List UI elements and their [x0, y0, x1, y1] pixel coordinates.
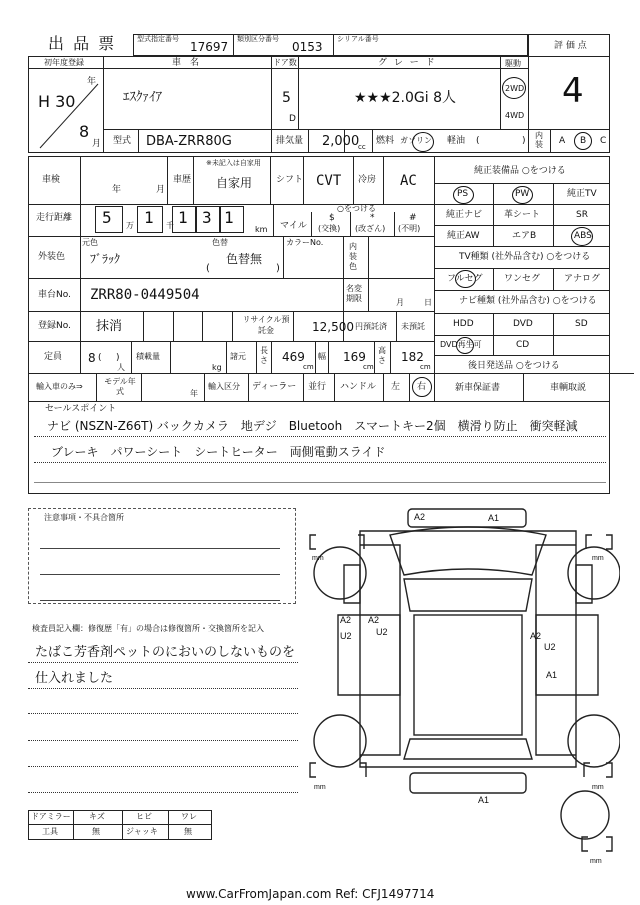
- capacity-value: 8: [88, 351, 96, 365]
- color-no-label: カラーNo.: [286, 238, 324, 247]
- equip-pw[interactable]: PW: [515, 189, 530, 199]
- dims-label: 諸元: [230, 352, 246, 361]
- shift-label: シフト: [276, 175, 304, 185]
- usage-label: 車歴: [173, 175, 192, 185]
- mark-right-u2: U2: [544, 642, 556, 652]
- odometer-note: ○をつける: [337, 204, 376, 213]
- check-tools: 工具: [42, 827, 58, 836]
- displacement-unit: cc: [358, 143, 366, 151]
- mark-front-a1: A1: [488, 513, 500, 523]
- first-reg-year-unit: 年: [87, 77, 97, 87]
- chassis-label: 車台No.: [38, 290, 71, 300]
- model-cert-value: 17697: [190, 40, 229, 54]
- color-label: 外装色: [38, 252, 66, 262]
- mileage-label: 走行距離: [36, 213, 73, 223]
- check-mirror: ドアミラー: [31, 812, 71, 821]
- inspector-label: 検査員記入欄：修復歴「有」の場合は修復箇所・交換箇所を記入: [32, 624, 264, 633]
- navi-dvd[interactable]: DVD: [513, 319, 533, 329]
- navi-header: ナビ種類 (社外品含む) ○をつける: [459, 296, 597, 306]
- later-manual[interactable]: 車輌取説: [550, 383, 587, 393]
- later-warranty[interactable]: 新車保証書: [455, 383, 501, 393]
- equip-sr[interactable]: SR: [576, 210, 588, 220]
- wheel-rear-left: [314, 715, 366, 767]
- first-reg-month: 8: [79, 122, 90, 141]
- recycle-unpaid[interactable]: 未預託: [401, 322, 425, 331]
- inspector-line1: たばこ芳香剤ペットのにおいのしないものを: [35, 645, 296, 660]
- length-value: 469: [282, 350, 305, 364]
- fuel-label: 燃料: [376, 136, 395, 146]
- caution-box: [28, 508, 296, 604]
- navi-dvd-play[interactable]: DVD再生可: [440, 340, 482, 349]
- mileage-digits: 5 万 1 千 1 3 1: [102, 208, 234, 230]
- mark-left2-u2: U2: [376, 627, 388, 637]
- roof-shape: [414, 615, 522, 735]
- equip-leather[interactable]: 革シート: [504, 210, 541, 220]
- right-circle: [412, 377, 432, 397]
- interior-a[interactable]: A: [559, 136, 566, 146]
- navi-hdd[interactable]: HDD: [453, 319, 474, 329]
- model-type-value: DBA-ZRR80G: [146, 134, 232, 149]
- left-label[interactable]: 左: [391, 382, 401, 392]
- first-reg-slash: [36, 72, 100, 150]
- capacity-label: 定員: [44, 352, 63, 362]
- grade-value: ★★★2.0Gi 8人: [354, 90, 457, 106]
- equip-abs[interactable]: ABS: [574, 231, 592, 241]
- usage-value: 自家用: [216, 176, 253, 190]
- drive-2wd[interactable]: 2WD: [505, 84, 525, 93]
- car-name-value: ｴｽｸｧｲｱ: [123, 90, 162, 105]
- mark-left-a2: A2: [340, 615, 352, 625]
- shift-value: CVT: [316, 173, 342, 189]
- rear-bumper-shape: [410, 773, 526, 793]
- first-reg-era: H 30: [38, 92, 76, 111]
- displacement-label: 排気量: [276, 136, 304, 146]
- reg-no-label: 登録No.: [38, 321, 71, 331]
- load-label: 積載量: [136, 352, 160, 361]
- check-jack-value: 無: [184, 827, 192, 836]
- right-side-shape: [536, 545, 576, 755]
- equip-header: 純正装備品 ○をつける: [474, 166, 566, 176]
- score-value: 4: [562, 71, 584, 111]
- tv-analog[interactable]: アナログ: [564, 274, 601, 284]
- doors-value: 5: [282, 90, 291, 106]
- svg-text:mm: mm: [314, 784, 326, 791]
- svg-text:mm: mm: [592, 555, 604, 562]
- drive-4wd[interactable]: 4WD: [505, 111, 525, 120]
- reg-no-value: 抹消: [96, 319, 123, 334]
- category-label: 類別区分番号: [237, 35, 279, 43]
- windshield-shape: [404, 579, 532, 611]
- check-jack: ジャッキ: [126, 827, 158, 836]
- handle-label: ハンドル: [340, 382, 377, 392]
- orig-color-value: ﾌﾞﾗｯｸ: [90, 252, 121, 266]
- model-year-label: モデル年式: [104, 377, 136, 396]
- mark-right-a2: A2: [530, 631, 542, 641]
- inspector-line2: 仕入れました: [35, 671, 114, 686]
- fuel-light[interactable]: 軽油: [447, 136, 466, 146]
- check-scratch: キズ: [89, 812, 105, 821]
- check-tools-value: 無: [92, 827, 100, 836]
- hood-shape: [390, 527, 546, 575]
- serial-label: シリアル番号: [337, 35, 379, 43]
- mile-label[interactable]: マイル: [280, 221, 307, 231]
- displacement-value: 2,000: [322, 134, 360, 149]
- width-value: 169: [343, 350, 366, 364]
- score-label: 評 価 点: [554, 41, 587, 51]
- tv-oneseg[interactable]: ワンセグ: [504, 274, 541, 284]
- import-only-label: 輸入車のみ⇒: [36, 382, 83, 391]
- tv-header: TV種類 (社外品含む) ○をつける: [459, 252, 591, 262]
- watermark: www.CarFromJapan.com Ref: CFJ1497714: [186, 887, 435, 901]
- rear-window-shape: [404, 739, 532, 759]
- equip-navi[interactable]: 純正ナビ: [446, 210, 483, 220]
- caution-label: 注意事項・不具合箇所: [44, 513, 124, 522]
- usage-note: ※未記入は自家用: [206, 159, 261, 167]
- opt-exchange[interactable]: (交換): [318, 224, 341, 233]
- height-value: 182: [401, 350, 424, 364]
- car-name-label: 車 名: [172, 58, 200, 68]
- check-break: ワレ: [181, 812, 197, 821]
- chassis-value: ZRR80-0449504: [90, 287, 200, 303]
- parallel-label[interactable]: 並行: [308, 382, 327, 392]
- repaint-value: 色替無: [226, 252, 263, 266]
- first-reg-label: 初年度登録: [44, 58, 84, 67]
- mark-left-u2: U2: [340, 631, 352, 641]
- ac-label: 冷房: [358, 175, 377, 185]
- dealer-label[interactable]: ディーラー: [252, 382, 297, 392]
- opt-tamper[interactable]: (改ざん): [355, 224, 386, 233]
- interior-b[interactable]: B: [580, 136, 587, 146]
- mark-rear-a1: A1: [478, 795, 490, 805]
- equip-aw[interactable]: 純正AW: [447, 231, 480, 241]
- fuel-value[interactable]: ガソリン: [400, 136, 432, 145]
- category-value: 0153: [292, 40, 323, 54]
- mark-front-a2: A2: [414, 512, 426, 522]
- equip-tv[interactable]: 純正TV: [567, 189, 597, 199]
- model-type-label: 型式: [113, 136, 132, 146]
- sales-points-label: セールスポイント: [45, 404, 117, 414]
- navi-cd[interactable]: CD: [516, 340, 530, 350]
- form-title: 出 品 票: [48, 34, 117, 53]
- interior-color-label: 内装色: [349, 242, 357, 271]
- equip-airbag[interactable]: エアB: [512, 231, 537, 241]
- spare-tire: [561, 791, 609, 839]
- interior-c[interactable]: C: [600, 136, 607, 146]
- svg-text:mm: mm: [592, 784, 604, 791]
- mark-left2-a2: A2: [368, 615, 380, 625]
- check-crack: ヒビ: [136, 812, 152, 821]
- svg-text:mm: mm: [312, 555, 324, 562]
- tv-fullseg[interactable]: フルセグ: [447, 274, 483, 284]
- front-bumper-shape: [408, 509, 526, 527]
- sales-points-line2: ブレーキ パワーシート シートヒーター 両側電動スライド: [51, 445, 386, 459]
- opt-unknown[interactable]: (不明): [398, 224, 421, 233]
- recycle-value: 12,500: [312, 320, 354, 334]
- import-cat-label: 輸入区分: [208, 382, 240, 391]
- grade-label: グ レ ー ド: [378, 58, 437, 68]
- interior-label: 内装: [535, 131, 543, 149]
- model-cert-label: 型式指定番号: [137, 35, 179, 43]
- svg-text:mm: mm: [590, 858, 602, 865]
- recycle-label: リサイクル預託金: [242, 315, 290, 335]
- car-damage-diagram: [300, 505, 620, 865]
- interior-b-circle: [574, 132, 592, 150]
- expiry-label: 名変期限: [346, 284, 362, 303]
- ac-value: AC: [400, 173, 417, 189]
- doors-label: ドア数: [273, 58, 297, 67]
- navi-sd[interactable]: SD: [575, 319, 588, 329]
- drive-label: 駆動: [505, 59, 521, 68]
- mark-right-a1: A1: [546, 670, 558, 680]
- drive-2wd-circle: [502, 77, 526, 99]
- doors-sub: D: [289, 114, 296, 124]
- later-header: 後日発送品 ○をつける: [468, 361, 560, 371]
- inspection-label: 車検: [42, 175, 61, 185]
- fuel-circle: [412, 132, 434, 152]
- equip-ps[interactable]: PS: [457, 189, 469, 199]
- first-reg-month-unit: 月: [92, 139, 102, 149]
- sales-points-line1: ナビ (NSZN-Z66T) バックカメラ 地デジ Bluetooh スマートキー2個 横滑り防止 衝突軽減: [47, 419, 578, 433]
- right-label[interactable]: 右: [417, 382, 427, 392]
